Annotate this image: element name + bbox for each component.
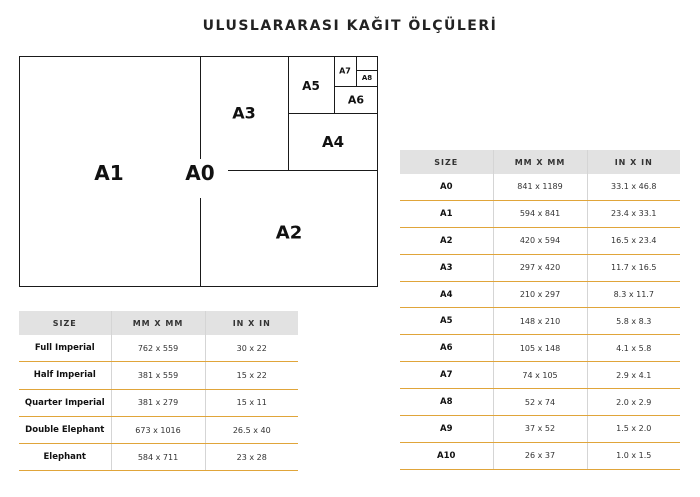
iso-a-sizes-table bbox=[400, 150, 680, 470]
label-a8: A8 bbox=[361, 74, 373, 82]
in-cell: 8.3 x 11.7 bbox=[587, 281, 680, 308]
mm-cell: 210 x 297 bbox=[493, 281, 587, 308]
size-cell: A8 bbox=[400, 389, 493, 416]
in-cell: 30 x 22 bbox=[205, 335, 298, 362]
size-cell: A2 bbox=[400, 227, 493, 254]
divider-a1 bbox=[200, 56, 201, 170]
header-in: IN X IN bbox=[587, 150, 680, 174]
in-cell: 15 x 11 bbox=[205, 389, 298, 416]
header-mm: MM X MM bbox=[493, 150, 587, 174]
in-cell: 11.7 x 16.5 bbox=[587, 254, 680, 281]
size-cell: A6 bbox=[400, 335, 493, 362]
mm-cell: 584 x 711 bbox=[111, 444, 205, 471]
table-header-row bbox=[400, 150, 680, 174]
table-row bbox=[400, 254, 680, 281]
page-title: ULUSLARARASI KAĞIT ÖLÇÜLERİ bbox=[202, 18, 498, 34]
header-size: SIZE bbox=[400, 150, 493, 174]
size-cell: Double Elephant bbox=[19, 416, 111, 443]
in-cell: 4.1 x 5.8 bbox=[587, 335, 680, 362]
label-a5: A5 bbox=[302, 79, 320, 93]
divider-a1-lower bbox=[200, 198, 201, 287]
size-cell: A1 bbox=[400, 200, 493, 227]
mm-cell: 105 x 148 bbox=[493, 335, 587, 362]
label-a6: A6 bbox=[347, 93, 365, 107]
table-header-row bbox=[19, 311, 298, 335]
in-cell: 15 x 22 bbox=[205, 362, 298, 389]
in-cell: 2.9 x 4.1 bbox=[587, 362, 680, 389]
divider-a6 bbox=[334, 86, 378, 87]
table-row bbox=[400, 335, 680, 362]
mm-cell: 841 x 1189 bbox=[493, 174, 587, 200]
divider-a4 bbox=[288, 113, 378, 114]
table-row bbox=[400, 308, 680, 335]
mm-cell: 420 x 594 bbox=[493, 227, 587, 254]
in-cell: 5.8 x 8.3 bbox=[587, 308, 680, 335]
header-in: IN X IN bbox=[205, 311, 298, 335]
size-cell: A4 bbox=[400, 281, 493, 308]
mm-cell: 594 x 841 bbox=[493, 200, 587, 227]
in-cell: 2.0 x 2.9 bbox=[587, 389, 680, 416]
mm-cell: 74 x 105 bbox=[493, 362, 587, 389]
mm-cell: 148 x 210 bbox=[493, 308, 587, 335]
table-row bbox=[19, 335, 298, 362]
size-cell: Half Imperial bbox=[19, 362, 111, 389]
in-cell: 23 x 28 bbox=[205, 444, 298, 471]
size-cell: A0 bbox=[400, 174, 493, 200]
mm-cell: 381 x 559 bbox=[111, 362, 205, 389]
divider-a2 bbox=[228, 170, 378, 171]
size-cell: Elephant bbox=[19, 444, 111, 471]
in-cell: 26.5 x 40 bbox=[205, 416, 298, 443]
table-row bbox=[19, 444, 298, 471]
mm-cell: 297 x 420 bbox=[493, 254, 587, 281]
size-cell: A10 bbox=[400, 442, 493, 469]
mm-cell: 26 x 37 bbox=[493, 442, 587, 469]
in-cell: 1.5 x 2.0 bbox=[587, 416, 680, 443]
label-a1: A1 bbox=[94, 161, 124, 185]
size-cell: Quarter Imperial bbox=[19, 389, 111, 416]
label-a7: A7 bbox=[339, 66, 351, 76]
mm-cell: 673 x 1016 bbox=[111, 416, 205, 443]
size-cell: A9 bbox=[400, 416, 493, 443]
table-row bbox=[400, 174, 680, 200]
imperial-sizes-table bbox=[19, 311, 298, 471]
header-size: SIZE bbox=[19, 311, 111, 335]
table-row bbox=[400, 442, 680, 469]
in-cell: 16.5 x 23.4 bbox=[587, 227, 680, 254]
table-row bbox=[400, 281, 680, 308]
divider-a8 bbox=[356, 70, 378, 71]
size-cell: Full Imperial bbox=[19, 335, 111, 362]
label-a2: A2 bbox=[275, 222, 303, 244]
mm-cell: 37 x 52 bbox=[493, 416, 587, 443]
table-row bbox=[400, 362, 680, 389]
size-cell: A3 bbox=[400, 254, 493, 281]
in-cell: 33.1 x 46.8 bbox=[587, 174, 680, 200]
mm-cell: 762 x 559 bbox=[111, 335, 205, 362]
table-row bbox=[19, 416, 298, 443]
table-row bbox=[19, 362, 298, 389]
table-row bbox=[400, 200, 680, 227]
table-row bbox=[400, 389, 680, 416]
size-cell: A5 bbox=[400, 308, 493, 335]
table-row bbox=[400, 416, 680, 443]
mm-cell: 381 x 279 bbox=[111, 389, 205, 416]
label-a3: A3 bbox=[232, 103, 256, 123]
size-cell: A7 bbox=[400, 362, 493, 389]
header-mm: MM X MM bbox=[111, 311, 205, 335]
label-a4: A4 bbox=[321, 133, 345, 151]
label-a0: A0 bbox=[181, 159, 218, 187]
in-cell: 23.4 x 33.1 bbox=[587, 200, 680, 227]
in-cell: 1.0 x 1.5 bbox=[587, 442, 680, 469]
divider-a7 bbox=[356, 56, 357, 86]
divider-a5 bbox=[334, 56, 335, 113]
table-row bbox=[400, 227, 680, 254]
mm-cell: 52 x 74 bbox=[493, 389, 587, 416]
table-row bbox=[19, 389, 298, 416]
